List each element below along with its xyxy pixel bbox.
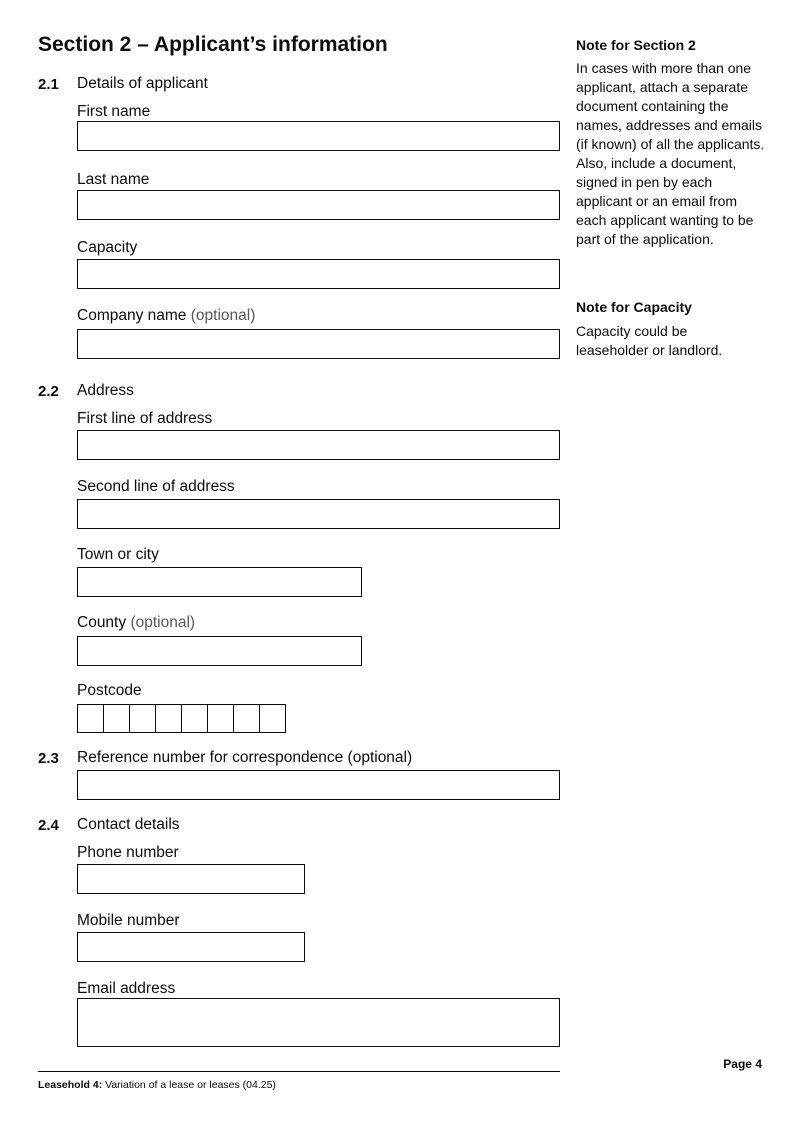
county-label bbox=[77, 614, 195, 632]
question-text-2-1: Details of applicant bbox=[77, 75, 208, 92]
last-name-label: Last name bbox=[77, 171, 150, 188]
county-field[interactable] bbox=[77, 636, 362, 666]
optional-hint: (optional) bbox=[130, 614, 196, 631]
email-label: Email address bbox=[77, 980, 176, 997]
question-number-2-3: 2.3 bbox=[38, 750, 59, 767]
company-name-field[interactable] bbox=[77, 329, 560, 359]
postcode-cell[interactable] bbox=[207, 704, 234, 733]
address-line2-field[interactable] bbox=[77, 499, 560, 529]
town-label: Town or city bbox=[77, 546, 159, 563]
town-field[interactable] bbox=[77, 567, 362, 597]
footer-divider bbox=[38, 1071, 560, 1072]
postcode-field bbox=[77, 704, 285, 733]
question-text-2-3: Reference number for correspondence (optional) bbox=[77, 749, 413, 766]
first-name-field[interactable] bbox=[77, 121, 560, 151]
footer-form-code: Leasehold 4: bbox=[38, 1079, 103, 1091]
optional-hint: (optional) bbox=[190, 307, 256, 324]
page-number: Page 4 bbox=[723, 1057, 762, 1071]
company-name-label-text: Company name bbox=[77, 307, 187, 324]
postcode-cell[interactable] bbox=[155, 704, 182, 733]
question-number-2-4: 2.4 bbox=[38, 817, 59, 834]
first-name-label: First name bbox=[77, 103, 151, 120]
note-section2-title: Note for Section 2 bbox=[576, 37, 696, 53]
address-line2-label: Second line of address bbox=[77, 478, 235, 495]
note-section2-body: In cases with more than one applicant, attach a separate document containing the names, addresses and emails (if known) of all the applicants. Also, include a document, signed in pen by each applicant or an email from each applicant wanting to be part of the application. bbox=[576, 60, 765, 247]
question-number-2-1: 2.1 bbox=[38, 76, 59, 93]
postcode-cell[interactable] bbox=[181, 704, 208, 733]
mobile-field[interactable] bbox=[77, 932, 305, 962]
question-number-2-2: 2.2 bbox=[38, 383, 59, 400]
phone-field[interactable] bbox=[77, 864, 305, 894]
postcode-cell[interactable] bbox=[77, 704, 104, 733]
postcode-label: Postcode bbox=[77, 682, 142, 699]
phone-label: Phone number bbox=[77, 844, 179, 861]
last-name-field[interactable] bbox=[77, 190, 560, 220]
note-capacity-body: Capacity could be leaseholder or landlord. bbox=[576, 323, 723, 358]
footer-form-title: Variation of a lease or leases (04.25) bbox=[105, 1079, 276, 1091]
address-line1-label: First line of address bbox=[77, 410, 213, 427]
question-text-2-4: Contact details bbox=[77, 816, 180, 833]
postcode-cell[interactable] bbox=[259, 704, 286, 733]
postcode-cell[interactable] bbox=[233, 704, 260, 733]
question-text-2-2: Address bbox=[77, 382, 134, 399]
page-title: Section 2 – Applicant’s information bbox=[38, 33, 388, 56]
mobile-label: Mobile number bbox=[77, 912, 180, 929]
postcode-cell[interactable] bbox=[129, 704, 156, 733]
company-name-label bbox=[77, 307, 255, 325]
capacity-label: Capacity bbox=[77, 239, 138, 256]
note-capacity-title: Note for Capacity bbox=[576, 299, 692, 315]
footer-text bbox=[38, 1079, 276, 1091]
county-label-text: County bbox=[77, 614, 127, 631]
capacity-field[interactable] bbox=[77, 259, 560, 289]
postcode-cell[interactable] bbox=[103, 704, 130, 733]
reference-field[interactable] bbox=[77, 770, 560, 800]
address-line1-field[interactable] bbox=[77, 430, 560, 460]
email-field[interactable] bbox=[77, 998, 560, 1047]
